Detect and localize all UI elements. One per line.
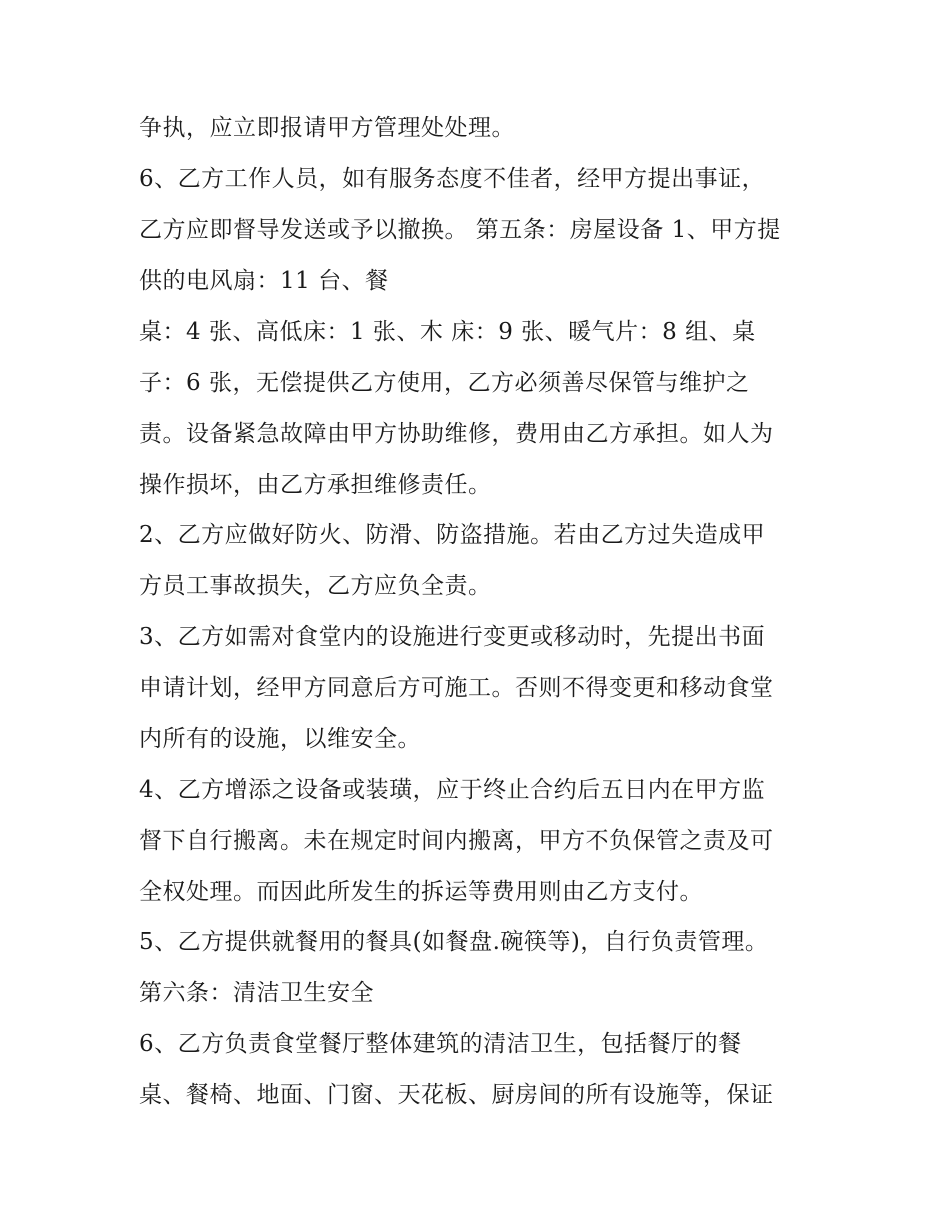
text-line: 5、乙方提供就餐用的餐具(如餐盘.碗筷等)，自行负责管理。 [139, 929, 769, 955]
text-line: 方员工事故损失，乙方应负全责。 [139, 573, 492, 599]
text-line: 争执，应立即报请甲方管理处处理。 [139, 115, 515, 141]
text-line: 3、乙方如需对食堂内的设施进行变更或移动时，先提出书面 [139, 624, 766, 650]
section-heading: 第六条：清洁卫生安全 [139, 980, 374, 1006]
text-line: 2、乙方应做好防火、防滑、防盗措施。若由乙方过失造成甲 [139, 522, 766, 548]
text-line: 全权处理。而因此所发生的拆运等费用则由乙方支付。 [139, 879, 703, 905]
text-line: 督下自行搬离。未在规定时间内搬离，甲方不负保管之责及可 [139, 828, 774, 854]
text-line: 乙方应即督导发送或予以撤换。 第五条：房屋设备 1、甲方提 [139, 217, 781, 243]
text-line: 子：6 张，无偿提供乙方使用，乙方必须善尽保管与维护之 [139, 370, 750, 396]
text-line: 6、乙方工作人员，如有服务态度不佳者，经甲方提出事证， [139, 166, 766, 192]
text-line: 桌、餐椅、地面、门窗、天花板、厨房间的所有设施等，保证 [139, 1082, 774, 1108]
text-line: 4、乙方增添之设备或装璜，应于终止合约后五日内在甲方监 [139, 777, 766, 803]
text-line: 内所有的设施，以维安全。 [139, 726, 421, 752]
text-line: 供的电风扇：11 台、餐 [139, 268, 389, 294]
text-line: 操作损坏，由乙方承担维修责任。 [139, 472, 492, 498]
text-line: 桌：4 张、高低床：1 张、木 床：9 张、暖气片：8 组、桌 [139, 319, 756, 345]
text-line: 6、乙方负责食堂餐厅整体建筑的清洁卫生，包括餐厅的餐 [139, 1031, 742, 1057]
text-line: 责。设备紧急故障由甲方协助维修，费用由乙方承担。如人为 [139, 421, 774, 447]
text-line: 申请计划，经甲方同意后方可施工。否则不得变更和移动食堂 [139, 675, 774, 701]
